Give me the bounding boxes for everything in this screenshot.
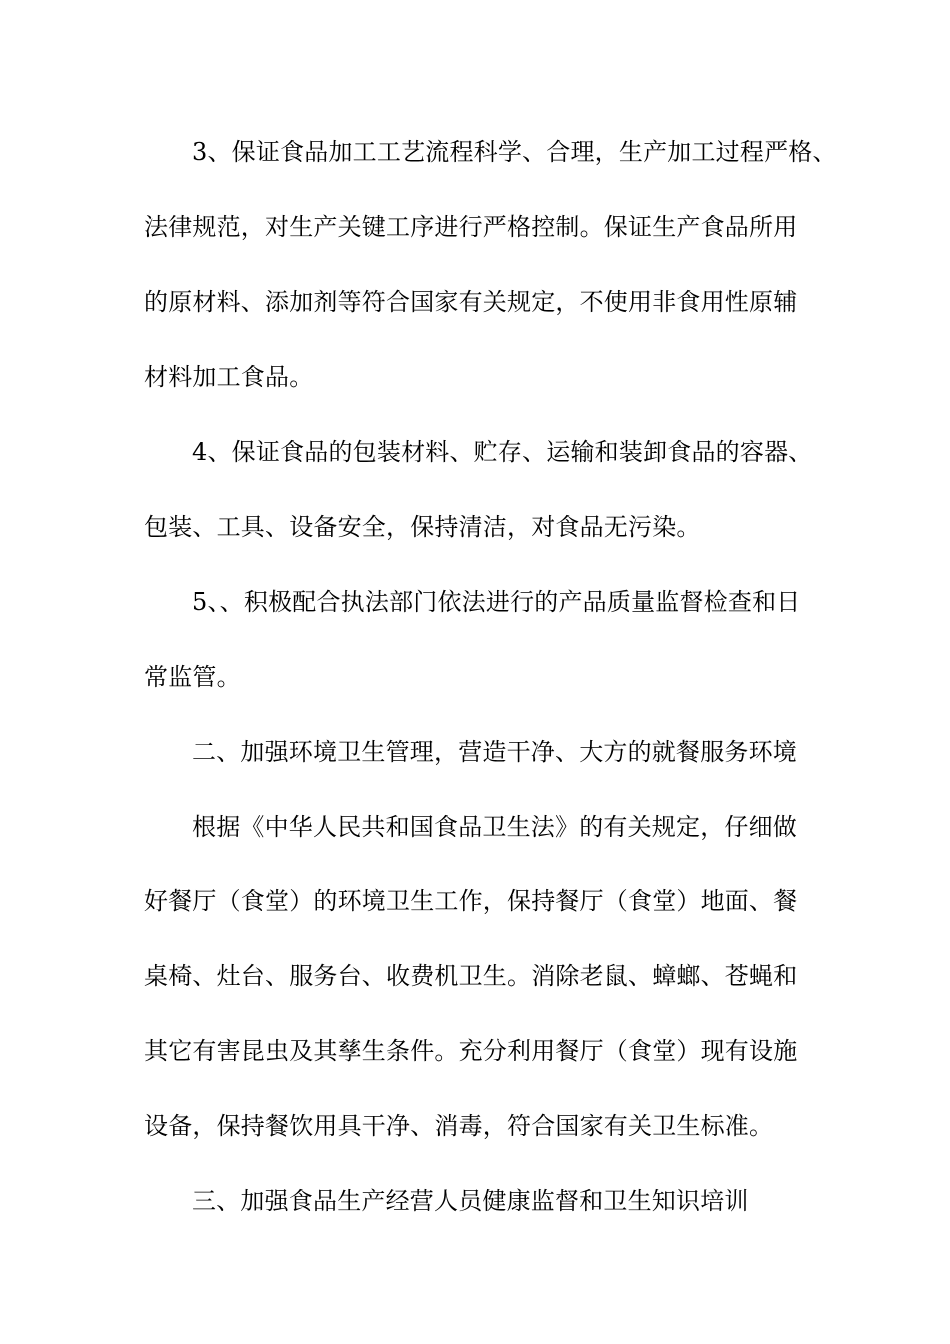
paragraph-5-line-1: 5、、积极配合执法部门依法进行的产品质量监督检查和日 [192, 588, 801, 616]
section-2-line-3: 桌椅、灶台、服务台、收费机卫生。消除老鼠、蟑螂、苍蝇和 [144, 962, 798, 990]
section-heading-3: 三、加强食品生产经营人员健康监督和卫生知识培训 [192, 1187, 749, 1215]
paragraph-4-line-2: 包装、工具、设备安全，保持清洁，对食品无污染。 [144, 513, 701, 541]
section-2-line-2: 好餐厅（食堂）的环境卫生工作，保持餐厅（食堂）地面、餐 [144, 887, 798, 915]
section-heading-2: 二、加强环境卫生管理，营造干净、大方的就餐服务环境 [192, 738, 797, 766]
paragraph-4-line-1: 4、保证食品的包装材料、贮存、运输和装卸食品的容器、 [192, 438, 813, 466]
paragraph-3-line-1: 3、保证食品加工工艺流程科学、合理，生产加工过程严格、 [192, 138, 837, 166]
paragraph-5-line-2: 常监管。 [144, 663, 241, 691]
section-2-line-4: 其它有害昆虫及其孳生条件。充分利用餐厅（食堂）现有设施 [144, 1037, 798, 1065]
paragraph-3-line-3: 的原材料、添加剂等符合国家有关规定，不使用非食用性原辅 [144, 288, 798, 316]
section-2-line-5: 设备，保持餐饮用具干净、消毒，符合国家有关卫生标准。 [144, 1112, 774, 1140]
paragraph-3-line-2: 法律规范，对生产关键工序进行严格控制。保证生产食品所用 [144, 213, 798, 241]
section-2-line-1: 根据《中华人民共和国食品卫生法》的有关规定，仔细做 [192, 813, 797, 841]
paragraph-3-line-4: 材料加工食品。 [144, 363, 314, 391]
